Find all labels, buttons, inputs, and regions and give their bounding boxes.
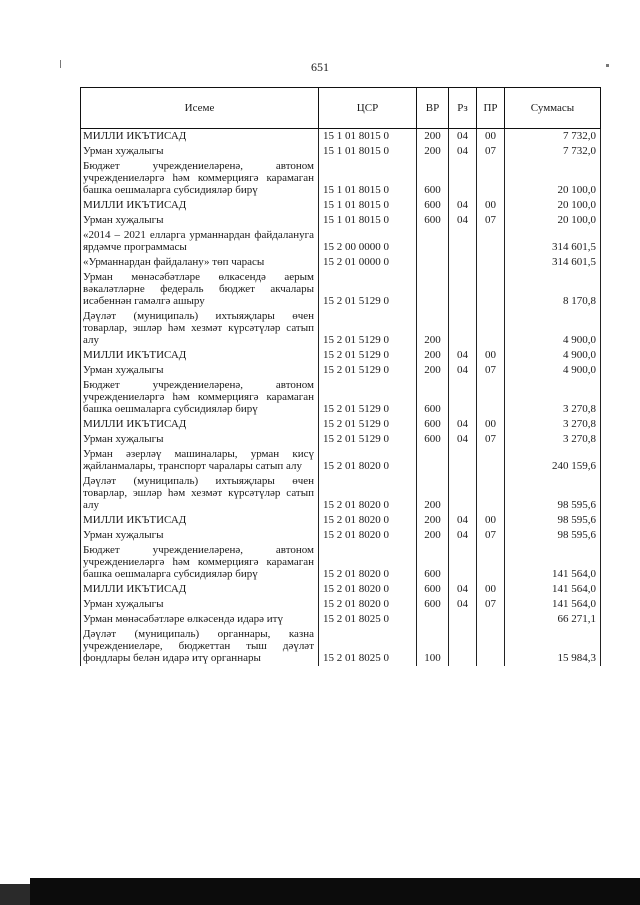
page-number: 651: [311, 60, 329, 74]
cell-rz: [449, 270, 477, 309]
cell-rz: 04: [449, 129, 477, 145]
table-row: [81, 447, 601, 474]
cell-rz: 04: [449, 597, 477, 612]
cell-name: Бюджет учреждениеләренә, автоном учреждениеләргә һәм коммерциягә карамаган башка оешмаларга субсидияләр бирү: [81, 543, 319, 582]
cell-csr: 15 2 01 5129 0: [319, 348, 417, 363]
cell-vr: 600: [417, 159, 449, 198]
cell-csr: 15 1 01 8015 0: [319, 213, 417, 228]
table-row: [81, 378, 601, 417]
scan-mark-left: [60, 60, 65, 68]
scan-shadow-left: [0, 884, 30, 905]
table-row: [81, 582, 601, 597]
cell-csr: 15 2 01 5129 0: [319, 363, 417, 378]
cell-pr: 07: [477, 363, 505, 378]
cell-vr: 600: [417, 432, 449, 447]
cell-pr: [477, 627, 505, 666]
scan-mark-right: [606, 64, 609, 67]
table-row: [81, 543, 601, 582]
cell-rz: 04: [449, 582, 477, 597]
cell-name: Бюджет учреждениеләренә, автоном учреждениеләргә һәм коммерциягә карамаган башка оешмаларга субсидияләр бирү: [81, 159, 319, 198]
table-row: [81, 474, 601, 513]
cell-rz: [449, 627, 477, 666]
cell-sum: 3 270,8: [505, 378, 601, 417]
cell-name: Урман хуҗалыгы: [81, 213, 319, 228]
cell-vr: 200: [417, 348, 449, 363]
cell-rz: 04: [449, 144, 477, 159]
cell-pr: [477, 228, 505, 255]
cell-sum: 98 595,6: [505, 513, 601, 528]
cell-csr: 15 2 01 5129 0: [319, 417, 417, 432]
cell-csr: 15 1 01 8015 0: [319, 198, 417, 213]
cell-name: Урман хуҗалыгы: [81, 144, 319, 159]
cell-vr: 600: [417, 198, 449, 213]
cell-vr: 200: [417, 129, 449, 145]
cell-pr: 07: [477, 144, 505, 159]
table-row: [81, 228, 601, 255]
cell-pr: [477, 447, 505, 474]
cell-rz: 04: [449, 528, 477, 543]
cell-rz: 04: [449, 213, 477, 228]
cell-sum: 314 601,5: [505, 255, 601, 270]
header-vr: ВР: [417, 88, 449, 129]
cell-csr: 15 2 00 0000 0: [319, 228, 417, 255]
cell-name: Урман хуҗалыгы: [81, 432, 319, 447]
cell-pr: [477, 159, 505, 198]
cell-csr: 15 2 01 8025 0: [319, 627, 417, 666]
cell-name: Дәүләт (муниципаль) ихтыяҗлары өчен товарлар, эшләр һәм хезмәт күрсәтүләр сатып алу: [81, 474, 319, 513]
cell-sum: 240 159,6: [505, 447, 601, 474]
cell-name: Урман мөнәсәбәтләре өлкәсендә аерым вәкаләтләрне федераль бюджет акчалары исәбеннән гамәлгә ашыру: [81, 270, 319, 309]
cell-sum: 15 984,3: [505, 627, 601, 666]
cell-pr: 07: [477, 213, 505, 228]
cell-vr: 200: [417, 309, 449, 348]
cell-vr: [417, 270, 449, 309]
cell-sum: 4 900,0: [505, 309, 601, 348]
cell-vr: 600: [417, 582, 449, 597]
cell-sum: 314 601,5: [505, 228, 601, 255]
cell-sum: 98 595,6: [505, 528, 601, 543]
cell-sum: 141 564,0: [505, 543, 601, 582]
cell-sum: 141 564,0: [505, 597, 601, 612]
cell-rz: 04: [449, 432, 477, 447]
cell-sum: 3 270,8: [505, 432, 601, 447]
cell-pr: 00: [477, 198, 505, 213]
cell-name: Урман мөнәсәбәтләре өлкәсендә идарә итү: [81, 612, 319, 627]
cell-name: Урман хуҗалыгы: [81, 528, 319, 543]
cell-sum: 7 732,0: [505, 144, 601, 159]
cell-sum: 98 595,6: [505, 474, 601, 513]
table-row: [81, 270, 601, 309]
cell-sum: 20 100,0: [505, 213, 601, 228]
cell-name: МИЛЛИ ИКЪТИСАД: [81, 129, 319, 145]
cell-csr: 15 2 01 8020 0: [319, 528, 417, 543]
cell-csr: 15 1 01 8015 0: [319, 129, 417, 145]
cell-pr: [477, 255, 505, 270]
table-row: [81, 198, 601, 213]
cell-csr: 15 2 01 8025 0: [319, 612, 417, 627]
cell-rz: 04: [449, 198, 477, 213]
table-row: [81, 417, 601, 432]
cell-rz: 04: [449, 348, 477, 363]
table-row: [81, 513, 601, 528]
table-row: [81, 159, 601, 198]
cell-name: Бюджет учреждениеләренә, автоном учреждениеләргә һәм коммерциягә карамаган башка оешмаларга субсидияләр бирү: [81, 378, 319, 417]
cell-name: Дәүләт (муниципаль) органнары, казна учреждениеләре, бюджеттан тыш дәүләт фондлары белән идарә итү органнары: [81, 627, 319, 666]
cell-sum: 3 270,8: [505, 417, 601, 432]
cell-pr: [477, 612, 505, 627]
cell-pr: [477, 543, 505, 582]
cell-pr: 00: [477, 417, 505, 432]
cell-vr: 600: [417, 543, 449, 582]
cell-rz: [449, 309, 477, 348]
cell-vr: 200: [417, 513, 449, 528]
cell-vr: 600: [417, 213, 449, 228]
table-body: [81, 129, 601, 667]
cell-csr: 15 2 01 8020 0: [319, 513, 417, 528]
cell-name: «Урманнардан файдалану» төп чарасы: [81, 255, 319, 270]
cell-rz: [449, 228, 477, 255]
cell-pr: [477, 474, 505, 513]
cell-name: Урман хуҗалыгы: [81, 597, 319, 612]
table-row: [81, 612, 601, 627]
cell-rz: [449, 474, 477, 513]
cell-pr: 00: [477, 348, 505, 363]
table-header: [81, 88, 601, 129]
cell-vr: 600: [417, 597, 449, 612]
cell-name: МИЛЛИ ИКЪТИСАД: [81, 417, 319, 432]
cell-sum: 141 564,0: [505, 582, 601, 597]
cell-rz: 04: [449, 363, 477, 378]
cell-vr: 200: [417, 144, 449, 159]
cell-vr: [417, 228, 449, 255]
cell-csr: 15 2 01 5129 0: [319, 432, 417, 447]
header-sum: Суммасы: [505, 88, 601, 129]
table-row: [81, 144, 601, 159]
cell-csr: 15 2 01 5129 0: [319, 270, 417, 309]
cell-vr: 200: [417, 363, 449, 378]
cell-name: Урман әзерләү машиналары, урман кисү җайланмалары, транспорт чаралары сатып алу: [81, 447, 319, 474]
cell-rz: [449, 447, 477, 474]
header-pr: ПР: [477, 88, 505, 129]
header-name: Исеме: [81, 88, 319, 129]
cell-vr: [417, 447, 449, 474]
cell-pr: [477, 378, 505, 417]
table-row: [81, 627, 601, 666]
table-row: [81, 348, 601, 363]
cell-name: МИЛЛИ ИКЪТИСАД: [81, 198, 319, 213]
cell-rz: [449, 255, 477, 270]
table-row: [81, 255, 601, 270]
cell-sum: 4 900,0: [505, 348, 601, 363]
table-row: [81, 363, 601, 378]
table-row: [81, 213, 601, 228]
cell-pr: 00: [477, 513, 505, 528]
table-row: [81, 129, 601, 145]
cell-csr: 15 2 01 8020 0: [319, 474, 417, 513]
cell-vr: 600: [417, 417, 449, 432]
cell-vr: [417, 255, 449, 270]
cell-csr: 15 2 01 0000 0: [319, 255, 417, 270]
cell-rz: 04: [449, 417, 477, 432]
cell-sum: 20 100,0: [505, 159, 601, 198]
cell-csr: 15 2 01 5129 0: [319, 309, 417, 348]
header-rz: Рз: [449, 88, 477, 129]
cell-name: МИЛЛИ ИКЪТИСАД: [81, 513, 319, 528]
cell-csr: 15 1 01 8015 0: [319, 159, 417, 198]
scan-shadow-bottom: [30, 878, 640, 905]
cell-sum: 4 900,0: [505, 363, 601, 378]
table-row: [81, 309, 601, 348]
cell-csr: 15 2 01 8020 0: [319, 447, 417, 474]
cell-pr: 00: [477, 582, 505, 597]
cell-name: МИЛЛИ ИКЪТИСАД: [81, 582, 319, 597]
cell-rz: 04: [449, 513, 477, 528]
cell-csr: 15 1 01 8015 0: [319, 144, 417, 159]
cell-pr: [477, 270, 505, 309]
cell-vr: 600: [417, 378, 449, 417]
cell-sum: 7 732,0: [505, 129, 601, 145]
cell-csr: 15 2 01 8020 0: [319, 597, 417, 612]
cell-rz: [449, 612, 477, 627]
cell-vr: 100: [417, 627, 449, 666]
cell-sum: 8 170,8: [505, 270, 601, 309]
cell-pr: 07: [477, 528, 505, 543]
cell-pr: 00: [477, 129, 505, 145]
cell-csr: 15 2 01 8020 0: [319, 582, 417, 597]
cell-name: Урман хуҗалыгы: [81, 363, 319, 378]
cell-csr: 15 2 01 8020 0: [319, 543, 417, 582]
cell-rz: [449, 543, 477, 582]
cell-pr: 07: [477, 597, 505, 612]
cell-vr: 200: [417, 474, 449, 513]
cell-pr: 07: [477, 432, 505, 447]
cell-csr: 15 2 01 5129 0: [319, 378, 417, 417]
table-row: [81, 597, 601, 612]
budget-table: [80, 87, 601, 666]
cell-name: Дәүләт (муниципаль) ихтыяҗлары өчен товарлар, эшләр һәм хезмәт күрсәтүләр сатып алу: [81, 309, 319, 348]
cell-sum: 20 100,0: [505, 198, 601, 213]
cell-pr: [477, 309, 505, 348]
table-row: [81, 432, 601, 447]
cell-vr: 200: [417, 528, 449, 543]
cell-rz: [449, 159, 477, 198]
cell-rz: [449, 378, 477, 417]
table-row: [81, 528, 601, 543]
cell-name: «2014 – 2021 елларга урманнардан файдалануга ярдәмче программасы: [81, 228, 319, 255]
cell-vr: [417, 612, 449, 627]
cell-sum: 66 271,1: [505, 612, 601, 627]
cell-name: МИЛЛИ ИКЪТИСАД: [81, 348, 319, 363]
header-csr: ЦСР: [319, 88, 417, 129]
